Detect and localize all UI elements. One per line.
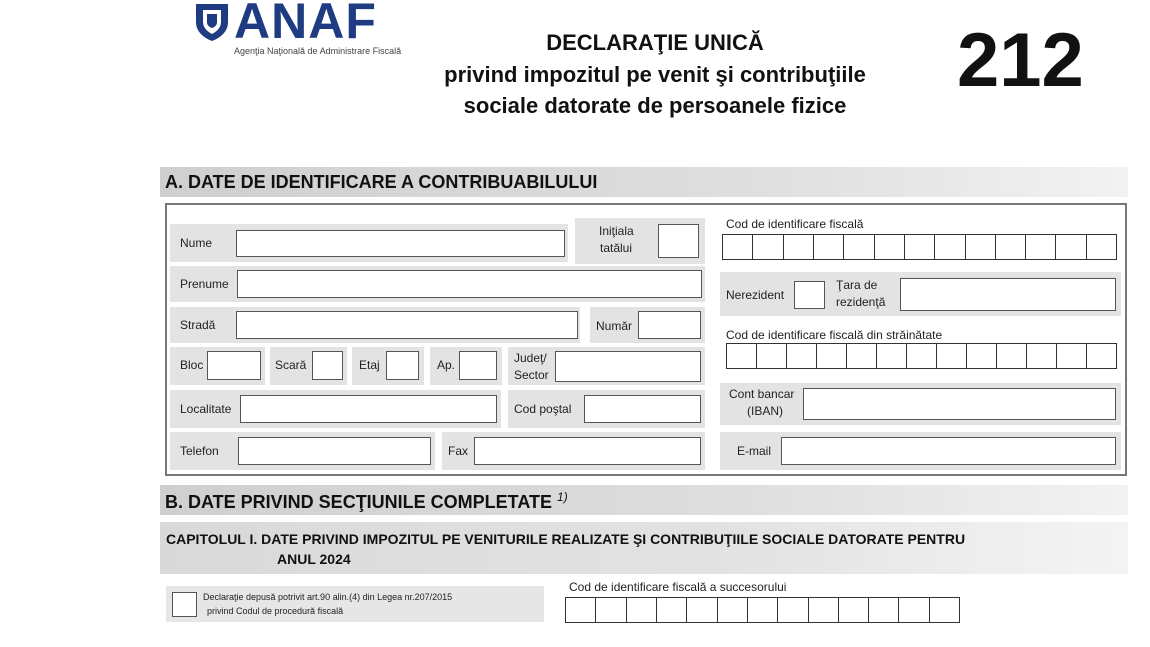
declaratie-checkbox[interactable]	[172, 592, 197, 617]
strada-input[interactable]	[236, 311, 578, 339]
tara-rezidenta-input[interactable]	[900, 278, 1116, 311]
etaj-label: Etaj	[359, 358, 380, 372]
initiala-label-1: Iniţiala	[599, 224, 634, 238]
initiala-label-2: tatălui	[600, 241, 633, 255]
scara-input[interactable]	[312, 351, 343, 380]
section-a-title: A. DATE DE IDENTIFICARE A CONTRIBUABILULUI	[165, 172, 598, 192]
numar-label: Număr	[596, 319, 633, 333]
email-input[interactable]	[781, 437, 1116, 465]
logo-text: ANAF	[234, 0, 377, 49]
cont-label-1: Cont bancar	[729, 387, 795, 401]
declaratie-text-2: privind Codul de procedură fiscală	[207, 606, 344, 616]
nume-input[interactable]	[236, 230, 565, 257]
title-line-3: sociale datorate de persoanele fizice	[463, 93, 847, 118]
form-number: 212	[957, 18, 1084, 103]
email-label: E-mail	[737, 444, 772, 458]
agency-name: Agenţia Naţională de Administrare Fiscală	[234, 46, 402, 56]
ap-label: Ap.	[437, 358, 456, 372]
title-line-1: DECLARAŢIE UNICĂ	[546, 30, 764, 55]
fax-label: Fax	[448, 444, 469, 458]
declaratie-text-1: Declaraţie depusă potrivit art.90 alin.(4) din Legea nr.207/2015	[203, 592, 453, 602]
prenume-label: Prenume	[180, 277, 229, 291]
nerezident-checkbox[interactable]	[794, 281, 825, 309]
scara-label: Scară	[275, 358, 307, 372]
section-b-title-text: B. DATE PRIVIND SECŢIUNILE COMPLETATE	[165, 492, 553, 512]
section-b-footnote: 1)	[557, 490, 568, 504]
judet-input[interactable]	[555, 351, 701, 382]
telefon-label: Telefon	[180, 444, 219, 458]
etaj-input[interactable]	[386, 351, 419, 380]
telefon-input[interactable]	[238, 437, 431, 465]
fax-input[interactable]	[474, 437, 701, 465]
prenume-input[interactable]	[237, 270, 702, 298]
chapter-title-line-2: ANUL 2024	[277, 551, 351, 567]
ap-input[interactable]	[459, 351, 497, 380]
section-b-title	[165, 490, 568, 513]
succesor-cells[interactable]	[565, 597, 960, 623]
cont-label-2: (IBAN)	[747, 404, 783, 418]
tara-label-2: rezidenţă	[836, 295, 886, 309]
nume-label: Nume	[180, 236, 213, 250]
page-title	[380, 28, 930, 121]
strada-label: Stradă	[180, 318, 216, 332]
numar-input[interactable]	[638, 311, 701, 339]
bloc-label: Bloc	[180, 358, 204, 372]
shield-icon	[194, 2, 230, 42]
cif-label: Cod de identificare fiscală	[726, 217, 864, 231]
cod-postal-input[interactable]	[584, 395, 701, 423]
succesor-label: Cod de identificare fiscală a succesorului	[569, 580, 787, 594]
localitate-input[interactable]	[240, 395, 497, 423]
cif-strain-cells[interactable]	[726, 343, 1117, 369]
tara-label-1: Ţara de	[836, 278, 878, 292]
cif-strain-label: Cod de identificare fiscală din străinătate	[726, 328, 943, 342]
bloc-input[interactable]	[207, 351, 261, 380]
section-b-header	[160, 485, 1128, 515]
nerezident-label: Nerezident	[726, 288, 785, 302]
localitate-label: Localitate	[180, 402, 232, 416]
judet-label-2: Sector	[514, 368, 549, 382]
judet-label-1: Judeţ/	[514, 351, 547, 365]
iban-input[interactable]	[803, 388, 1116, 420]
cod-postal-label: Cod poştal	[514, 402, 572, 416]
initiala-input[interactable]	[658, 224, 699, 258]
title-line-2: privind impozitul pe venit şi contribuţiile	[444, 62, 866, 87]
chapter-title-line-1: CAPITOLUL I. DATE PRIVIND IMPOZITUL PE VENITURILE REALIZATE ŞI CONTRIBUŢIILE SOCIALE DATORATE PENTRU	[166, 531, 966, 547]
cif-cells[interactable]	[722, 234, 1117, 260]
section-a-header	[160, 167, 1128, 197]
